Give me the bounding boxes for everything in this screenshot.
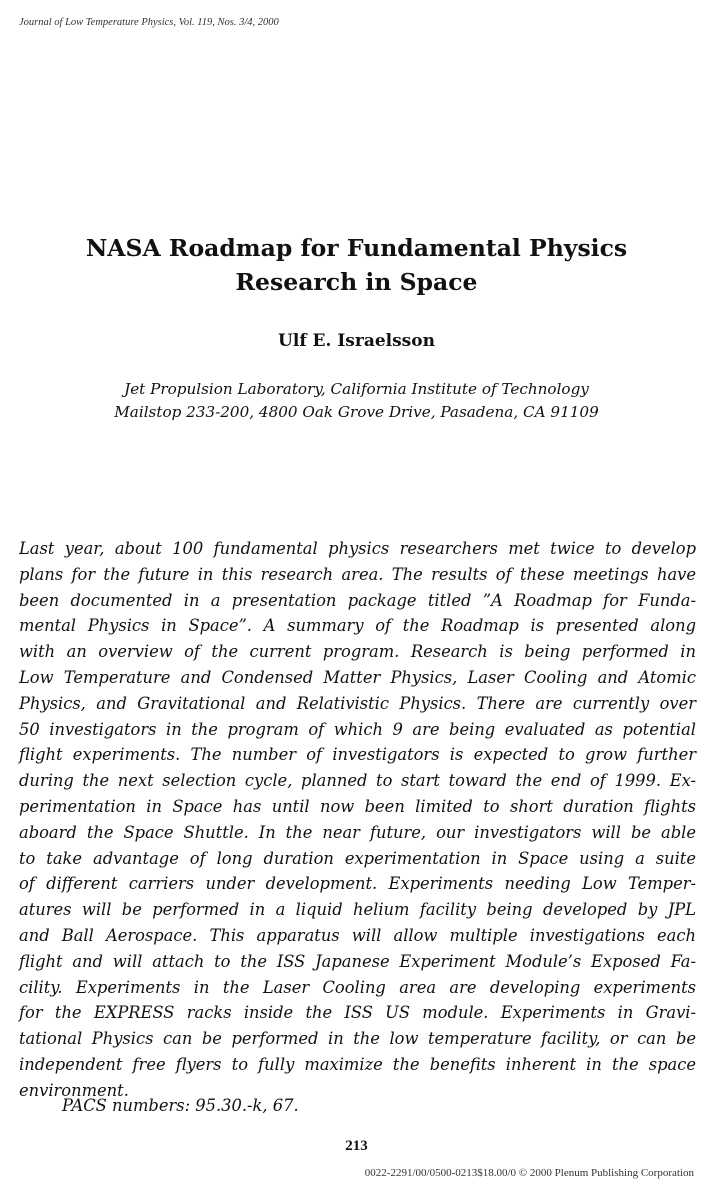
abstract <box>19 536 696 1104</box>
abstract-line: independent free flyers to fully maximize the benefits inherent in the space <box>19 1054 696 1074</box>
abstract-line: atures will be performed in a liquid helium facility being developed by JPL <box>19 900 696 920</box>
abstract-line: to take advantage of long duration experimentation in Space using a suite <box>19 848 696 868</box>
abstract-line: and Ball Aerospace. This apparatus will allow multiple investigations each <box>19 925 696 945</box>
abstract-line: 50 investigators in the program of which 9 are being evaluated as potential <box>19 719 696 739</box>
abstract-line: tational Physics can be performed in the low temperature facility, or can be <box>19 1029 696 1049</box>
author-name: Ulf E. Israelsson <box>278 331 435 351</box>
abstract-line: of different carriers under development. Experiments needing Low Temper- <box>19 874 696 894</box>
abstract-line: Low Temperature and Condensed Matter Physics, Laser Cooling and Atomic <box>19 667 696 687</box>
paper-title <box>0 231 713 299</box>
abstract-line: aboard the Space Shuttle. In the near future, our investigators will be able <box>19 822 696 842</box>
abstract-line: Physics, and Gravitational and Relativistic Physics. There are currently over <box>19 693 696 713</box>
abstract-line: flight and will attach to the ISS Japanese Experiment Module’s Exposed Fa- <box>19 951 696 971</box>
journal-citation: Journal of Low Temperature Physics, Vol. 119, Nos. 3/4, 2000 <box>19 17 279 28</box>
title-line: Research in Space <box>235 268 478 296</box>
title-line: NASA Roadmap for Fundamental Physics <box>85 234 628 262</box>
abstract-line: mental Physics in Space”. A summary of the Roadmap is presented along <box>19 616 696 636</box>
abstract-line: during the next selection cycle, planned to start toward the end of 1999. Ex- <box>19 771 696 791</box>
abstract-line: flight experiments. The number of investigators is expected to grow further <box>19 745 696 765</box>
pacs-numbers: PACS numbers: 95.30.-k, 67. <box>62 1096 299 1115</box>
abstract-line: Last year, about 100 fundamental physics researchers met twice to develop <box>19 539 696 558</box>
page-number: 213 <box>345 1138 368 1154</box>
author-affiliation <box>0 378 713 424</box>
abstract-line: perimentation in Space has until now been limited to short duration flights <box>19 796 696 816</box>
abstract-line: with an overview of the current program. Research is being performed in <box>19 642 696 662</box>
abstract-line: environment. <box>19 1080 129 1100</box>
affiliation-line: Mailstop 233-200, 4800 Oak Grove Drive, Pasadena, CA 91109 <box>114 403 599 421</box>
affiliation-line: Jet Propulsion Laboratory, California Institute of Technology <box>124 380 589 398</box>
abstract-line: for the EXPRESS racks inside the ISS US module. Experiments in Gravi- <box>19 1003 696 1023</box>
abstract-line: plans for the future in this research area. The results of these meetings have <box>19 564 696 584</box>
copyright-notice: 0022-2291/00/0500-0213$18.00/0 © 2000 Plenum Publishing Corporation <box>364 1167 694 1179</box>
abstract-line: been documented in a presentation package titled ”A Roadmap for Funda- <box>19 590 696 610</box>
abstract-line: cility. Experiments in the Laser Cooling area are developing experiments <box>19 977 696 997</box>
